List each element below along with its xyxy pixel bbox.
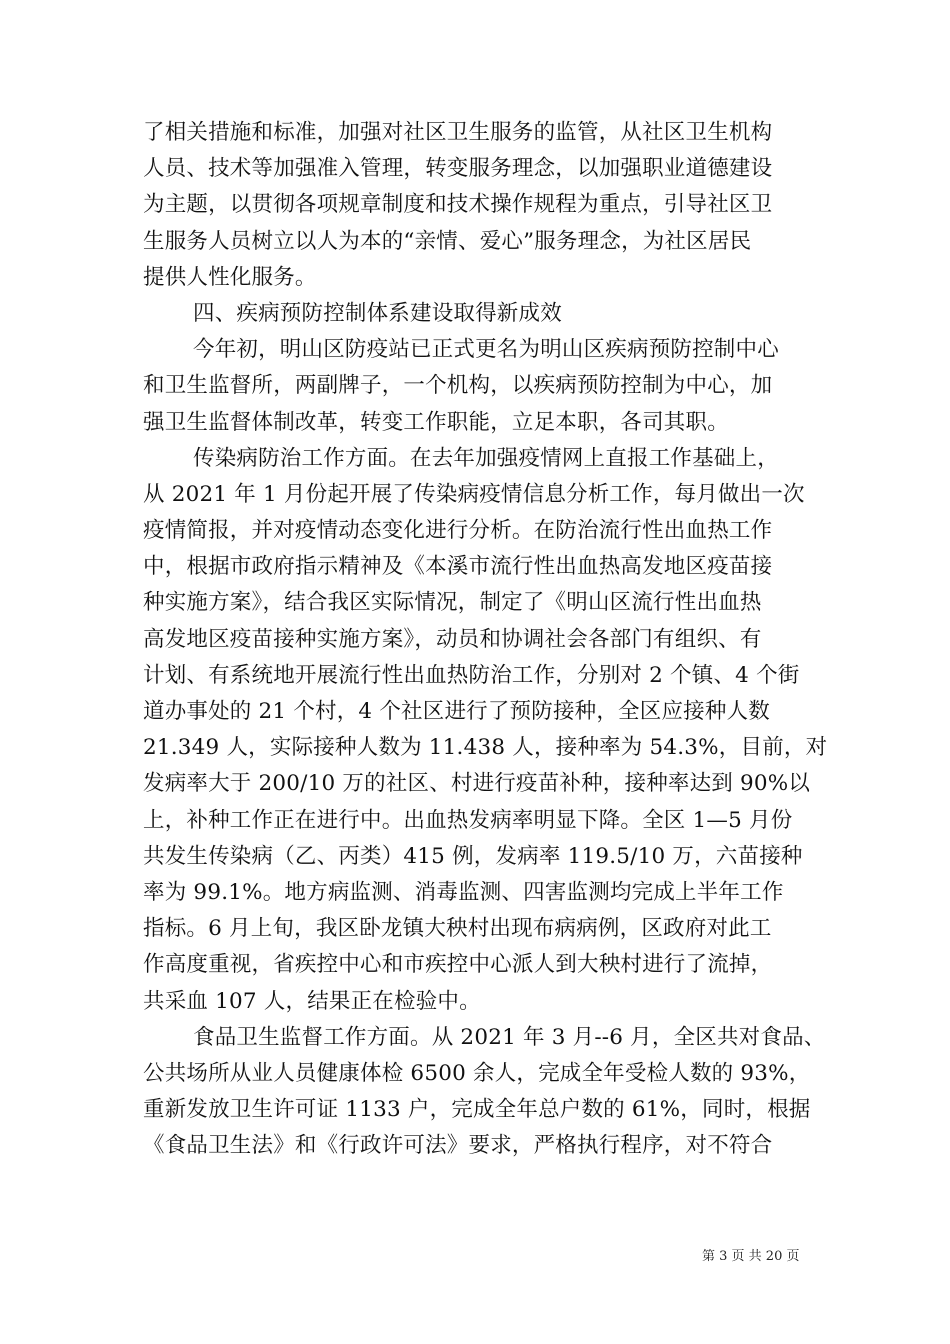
text-line: 强卫生监督体制改革，转变工作职能，立足本职，各司其职。 (143, 409, 729, 435)
text-line: 传染病防治工作方面。在去年加强疫情网上直报工作基础上， (193, 445, 779, 471)
text-line: 种实施方案》，结合我区实际情况，制定了《明山区流行性出血热 (143, 590, 762, 616)
text-line: 计划、有系统地开展流行性出血热防治工作，分别对 2 个镇、4 个街 (143, 662, 800, 688)
text-line: 高发地区疫苗接种实施方案》，动员和协调社会各部门有组织、有 (143, 626, 762, 652)
text-line: 重新发放卫生许可证 1133 户，完成全年总户数的 61%，同时，根据 (143, 1097, 811, 1123)
text-line: 生服务人员树立以人为本的“亲情、爱心”服务理念，为社区居民 (143, 228, 752, 254)
text-line: 为主题，以贯彻各项规章制度和技术操作规程为重点，引导社区卫 (143, 192, 773, 218)
text-line: 共发生传染病（乙、丙类）415 例，发病率 119.5/10 万，六苗接种 (143, 843, 803, 869)
text-line: 共采血 107 人，结果正在检验中。 (143, 988, 481, 1014)
page-number: 第 3 页 共 20 页 (702, 1249, 800, 1264)
text-line: 上，补种工作正在进行中。出血热发病率明显下降。全区 1—5 月份 (143, 807, 793, 833)
text-line: 了相关措施和标准，加强对社区卫生服务的监管，从社区卫生机构 (143, 120, 773, 145)
text-line: 《食品卫生法》和《行政许可法》要求，严格执行程序，对不符合 (143, 1133, 773, 1159)
text-line: 提供人性化服务。 (143, 264, 317, 290)
text-line: 指标。6 月上旬，我区卧龙镇大秧村出现布病病例，区政府对此工 (143, 916, 772, 942)
text-line: 食品卫生监督工作方面。从 2021 年 3 月--6 月，全区共对食品、 (193, 1024, 826, 1050)
text-line: 从 2021 年 1 月份起开展了传染病疫情信息分析工作，每月做出一次 (143, 481, 805, 507)
text-line: 疫情简报，并对疫情动态变化进行分析。在防治流行性出血热工作 (143, 518, 773, 544)
text-line: 和卫生监督所，两副牌子，一个机构，以疾病预防控制为中心，加 (143, 373, 773, 399)
text-line: 道办事处的 21 个村，4 个社区进行了预防接种，全区应接种人数 (143, 699, 770, 724)
text-line: 公共场所从业人员健康体检 6500 余人，完成全年受检人数的 93%， (143, 1060, 811, 1086)
text-line: 人员、技术等加强准入管理，转变服务理念，以加强职业道德建设 (143, 156, 773, 182)
text-line: 21.349 人，实际接种人数为 11.438 人，接种率为 54.3%，目前，对 (143, 735, 828, 761)
text-line: 作高度重视，省疾控中心和市疾控中心派人到大秧村进行了流掉， (143, 952, 773, 978)
text-line: 发病率大于 200/10 万的社区、村进行疫苗补种，接种率达到 90%以 (143, 771, 811, 797)
body-text (143, 115, 828, 1164)
text-line: 率为 99.1%。地方病监测、消毒监测、四害监测均完成上半年工作 (143, 879, 784, 905)
text-line: 今年初，明山区防疫站已正式更名为明山区疾病预防控制中心 (193, 337, 779, 363)
section-heading: 四、疾病预防控制体系建设取得新成效 (193, 300, 562, 326)
text-line: 中，根据市政府指示精神及《本溪市流行性出血热高发地区疫苗接 (143, 554, 773, 580)
